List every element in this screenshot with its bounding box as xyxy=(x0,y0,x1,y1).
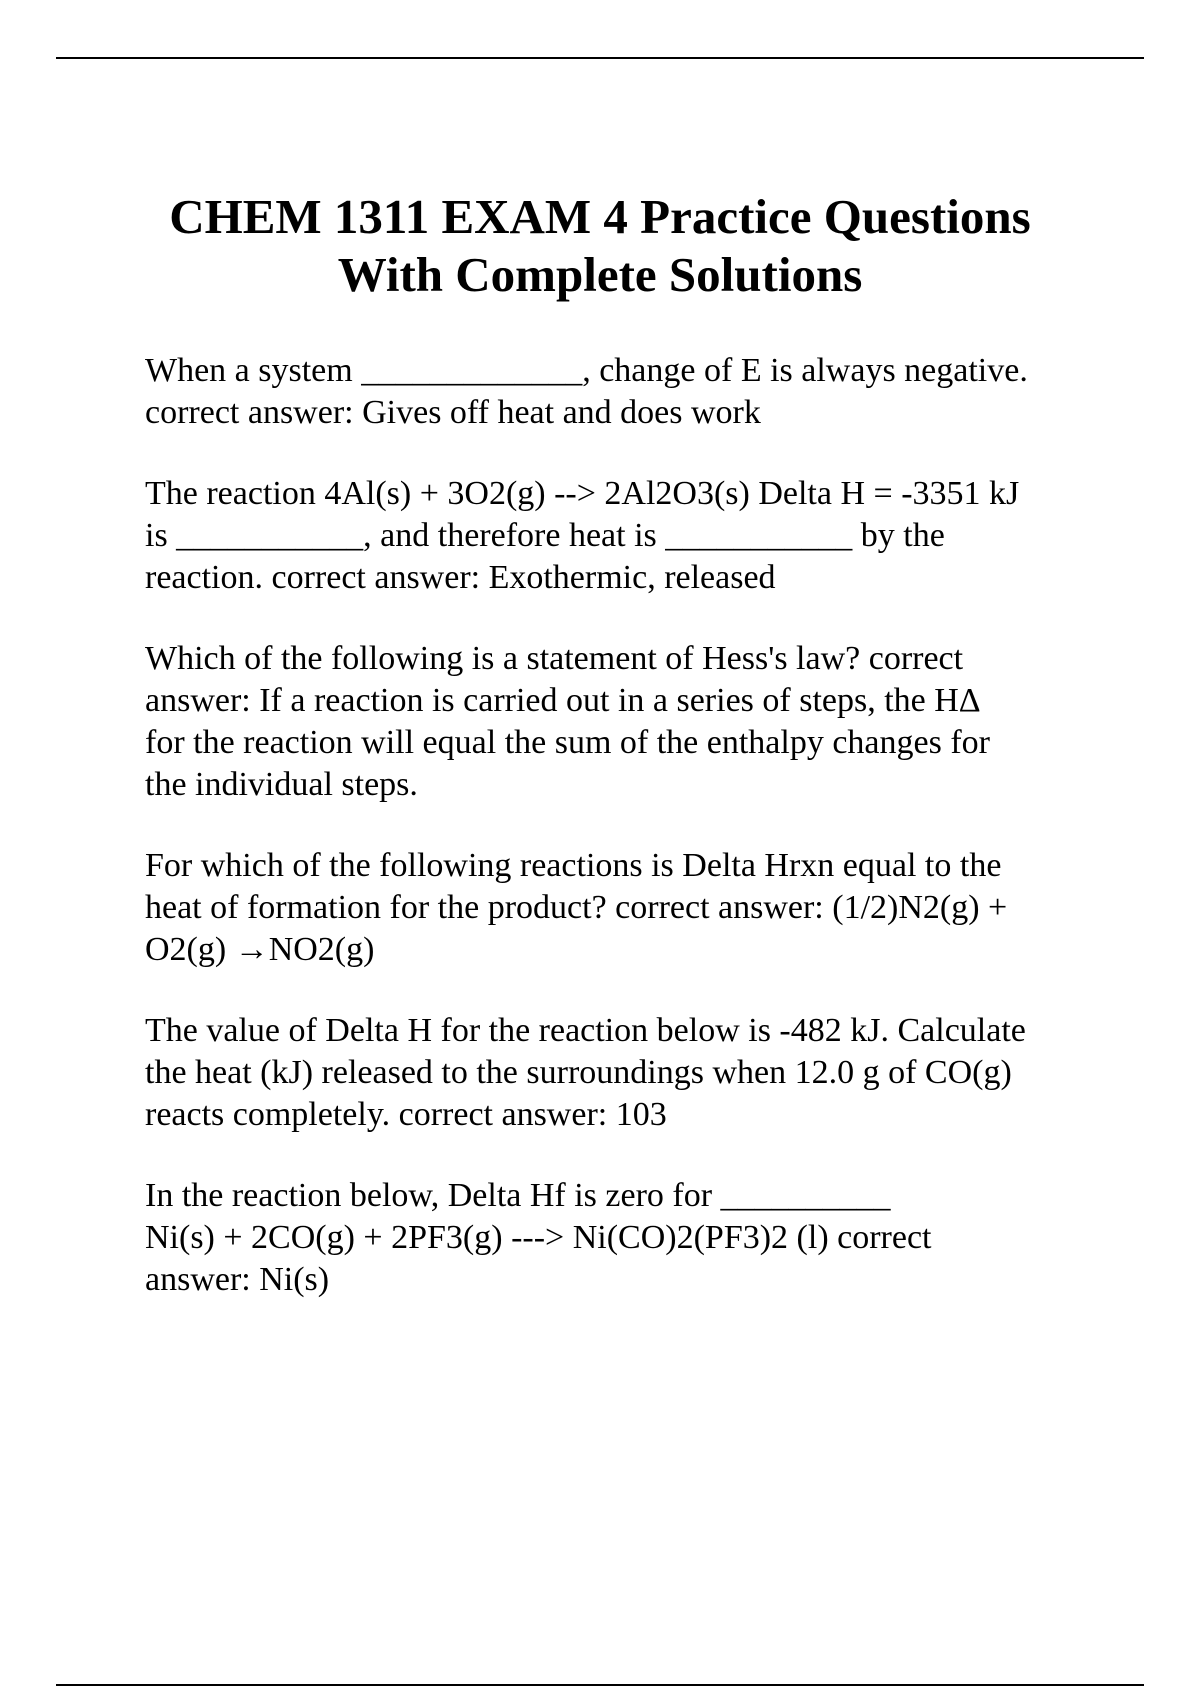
title-line: CHEM 1311 EXAM 4 Practice Questions xyxy=(169,189,1031,244)
answer-line: heat of formation for the product? correct answer: (1/2)N2(g) + xyxy=(145,889,1008,926)
header-rule xyxy=(56,57,1144,59)
question-line: Which of the following is a statement of Hess's law? correct xyxy=(145,640,964,677)
answer-line: answer: If a reaction is carried out in a series of steps, the HΔ xyxy=(145,682,981,719)
answer-line: reaction. correct answer: Exothermic, released xyxy=(145,559,776,596)
question-line: In the reaction below, Delta Hf is zero for __________ xyxy=(145,1177,891,1214)
title-line: With Complete Solutions xyxy=(337,247,863,302)
question-line: For which of the following reactions is Delta Hrxn equal to the xyxy=(145,847,1002,884)
question-block-6 xyxy=(145,1175,1105,1301)
question-block-4 xyxy=(145,845,1105,971)
question-line: The value of Delta H for the reaction below is -482 kJ. Calculate xyxy=(145,1012,1026,1049)
question-line: the heat (kJ) released to the surroundings when 12.0 g of CO(g) xyxy=(145,1054,1012,1091)
question-block-3 xyxy=(145,638,1105,806)
answer-line: reacts completely. correct answer: 103 xyxy=(145,1096,667,1133)
question-line: When a system _____________, change of E is always negative. xyxy=(145,352,1028,389)
question-line: The reaction 4Al(s) + 3O2(g) --> 2Al2O3(s) Delta H = -3351 kJ xyxy=(145,475,1020,512)
question-block-1 xyxy=(145,350,1105,434)
answer-line: correct answer: Gives off heat and does work xyxy=(145,394,761,431)
answer-line: the individual steps. xyxy=(145,766,418,803)
page-title xyxy=(100,188,1100,304)
question-list xyxy=(145,350,1105,1340)
question-block-2 xyxy=(145,473,1105,599)
answer-line: answer: Ni(s) xyxy=(145,1261,330,1298)
footer-rule xyxy=(56,1684,1144,1686)
question-block-5 xyxy=(145,1010,1105,1136)
question-line: is ___________, and therefore heat is ___________ by the xyxy=(145,517,945,554)
answer-line: for the reaction will equal the sum of the enthalpy changes for xyxy=(145,724,990,761)
answer-line: O2(g) →NO2(g) xyxy=(145,931,375,968)
question-line: Ni(s) + 2CO(g) + 2PF3(g) ---> Ni(CO)2(PF3)2 (l) correct xyxy=(145,1219,932,1256)
